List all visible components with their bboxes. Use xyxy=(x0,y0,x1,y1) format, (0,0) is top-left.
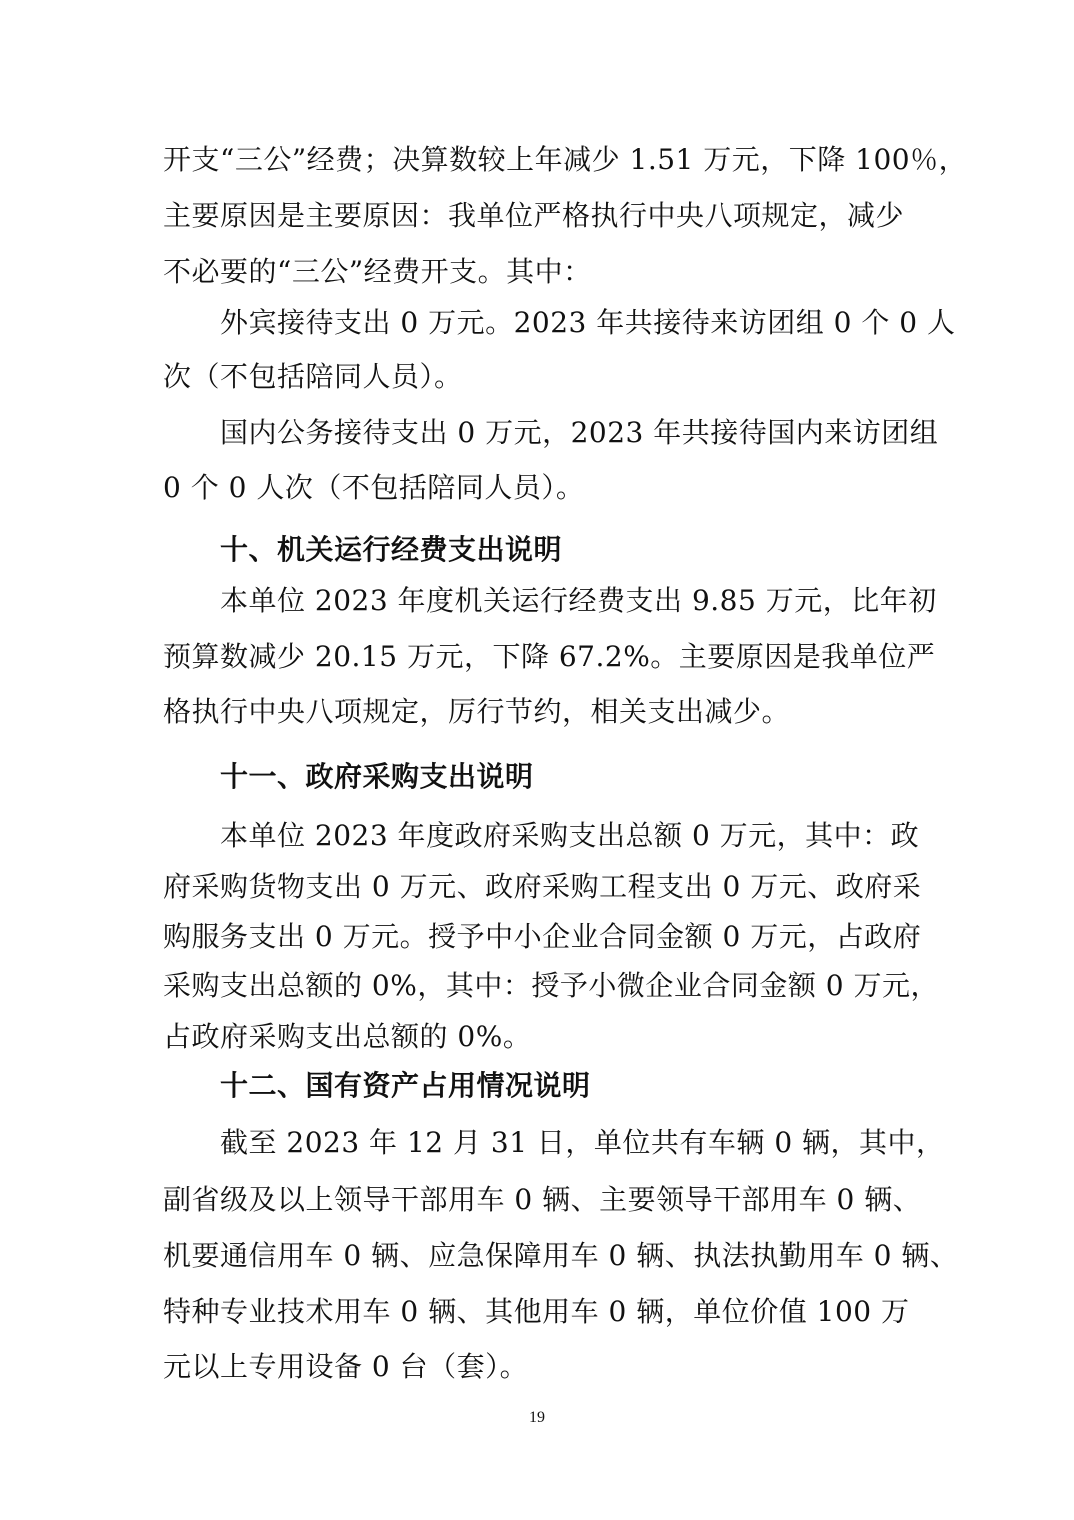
paragraph-line: 特种专业技术用车 0 辆、其他用车 0 辆，单位价值 100 万 xyxy=(163,1295,910,1328)
section-heading: 十二、国有资产占用情况说明 xyxy=(220,1069,591,1102)
paragraph-line: 元以上专用设备 0 台（套）。 xyxy=(163,1350,529,1383)
paragraph-line: 府采购货物支出 0 万元、政府采购工程支出 0 万元、政府采 xyxy=(163,870,922,903)
paragraph-line: 0 个 0 人次（不包括陪同人员）。 xyxy=(163,471,585,504)
paragraph-line: 本单位 2023 年度政府采购支出总额 0 万元，其中：政 xyxy=(220,819,920,852)
paragraph-line: 开支“三公”经费；决算数较上年减少 1.51 万元，下降 100％， xyxy=(163,143,968,176)
paragraph-line: 机要通信用车 0 辆、应急保障用车 0 辆、执法执勤用车 0 辆、 xyxy=(163,1239,959,1272)
paragraph-line: 截至 2023 年 12 月 31 日，单位共有车辆 0 辆，其中， xyxy=(220,1126,945,1159)
paragraph-line: 主要原因是主要原因：我单位严格执行中央八项规定，减少 xyxy=(163,199,905,232)
page-number: 19 xyxy=(529,1409,545,1426)
paragraph-line: 格执行中央八项规定，厉行节约，相关支出减少。 xyxy=(163,695,791,728)
paragraph-line: 不必要的“三公”经费开支。其中： xyxy=(163,255,592,288)
paragraph-line: 购服务支出 0 万元。授予中小企业合同金额 0 万元，占政府 xyxy=(163,920,922,953)
paragraph-line: 次（不包括陪同人员）。 xyxy=(163,360,463,393)
section-heading: 十、机关运行经费支出说明 xyxy=(220,533,563,566)
paragraph-line: 副省级及以上领导干部用车 0 辆、主要领导干部用车 0 辆、 xyxy=(163,1183,922,1216)
paragraph-line: 占政府采购支出总额的 0%。 xyxy=(163,1020,532,1053)
paragraph-line: 外宾接待支出 0 万元。2023 年共接待来访团组 0 个 0 人 xyxy=(220,306,956,339)
paragraph-line: 预算数减少 20.15 万元，下降 67.2%。主要原因是我单位严 xyxy=(163,640,936,673)
paragraph-line: 本单位 2023 年度机关运行经费支出 9.85 万元，比年初 xyxy=(220,584,937,617)
paragraph-line: 国内公务接待支出 0 万元，2023 年共接待国内来访团组 xyxy=(220,416,939,449)
section-heading: 十一、政府采购支出说明 xyxy=(220,760,534,793)
paragraph-line: 采购支出总额的 0%，其中：授予小微企业合同金额 0 万元， xyxy=(163,969,939,1002)
